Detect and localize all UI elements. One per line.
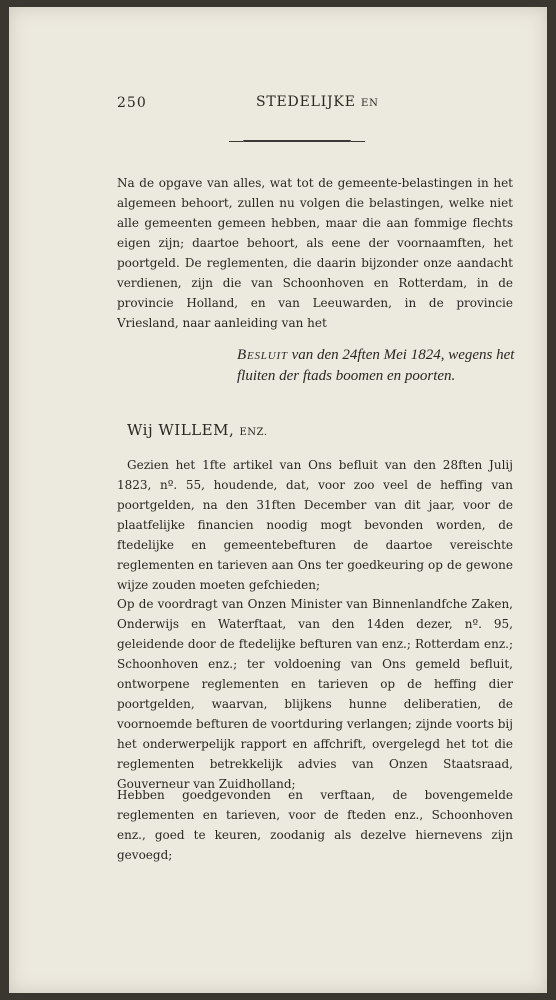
running-title-small: EN (360, 98, 379, 109)
decree-opening-small: ENZ. (239, 427, 268, 438)
running-title (256, 94, 379, 110)
paragraph-voordragt: Op de voordragt van Onzen Minister van Binnenlandfche Zaken, Onderwijs en Waterftaat, van den 14den dezer, nº. 95, geleidende door de ftedelijke befturen van enz.; Rotterdam enz.; Schoonhoven enz.; ter voldoening van Ons gemeld befluit, ontworpene reglementen en tarieven op de heffing dier poortgelden, waarvan, blijkens hunne deliberatien, de voornoemde befturen de voortduring verlangen; zijnde voorts bij het onderwerpelijk rapport en affchrift, overgelegd het tot die reglementen betrekkelijk advies van Onzen Staatsraad, Gouverneur van Zuidholland; (117, 597, 513, 791)
decree-title-rest: van den 24ften Mei 1824, wegens het fluiten der ftads boomen en poorten. (237, 347, 515, 384)
paragraph-goedgevonden: Hebben goedgevonden en verftaan, de bovengemelde reglementen en tarieven, voor de fteden enz., Schoonhoven enz., goed te keuren, zoodanig als dezelve hiernevens zijn gevoegd; (117, 788, 513, 862)
book-page (9, 7, 547, 993)
running-title-main: STEDELIJKE (256, 94, 356, 110)
page-number: 250 (117, 95, 147, 111)
decree-opening (127, 421, 268, 439)
decree-title (237, 345, 519, 387)
paragraph-intro: Na de opgave van alles, wat tot de gemeente-belastingen in het algemeen behoort, zullen nu volgen die belastingen, welke niet alle gemeenten gemeen hebben, maar die aan fommige flechts eigen zijn; daartoe behoort, als eene der voornaamften, het poortgeld. De reglementen, die daarin bijzonder onze aandacht verdienen, zijn die van Schoonhoven en Rotterdam, in de provincie Holland, en van Leeuwarden, in de provincie Vriesland, naar aanleiding van het (117, 176, 513, 330)
decree-opening-main: Wij WILLEM, (127, 421, 235, 439)
decree-title-lead: Besluit (237, 347, 288, 363)
decorative-rule (243, 140, 351, 142)
page-header (9, 93, 547, 115)
paragraph-gezien: Gezien het 1fte artikel van Ons befluit van den 28ften Julij 1823, nº. 55, houdende, dat, voor zoo veel de heffing van poortgelden, na den 31ften December van dit jaar, voor de plaatfelijke financien noodig mogt bevonden worden, de ftedelijke en gemeentebefturen de daartoe vereischte reglementen en tarieven aan Ons ter goedkeuring op de gewone wijze zouden moeten gefchieden; (117, 458, 513, 592)
